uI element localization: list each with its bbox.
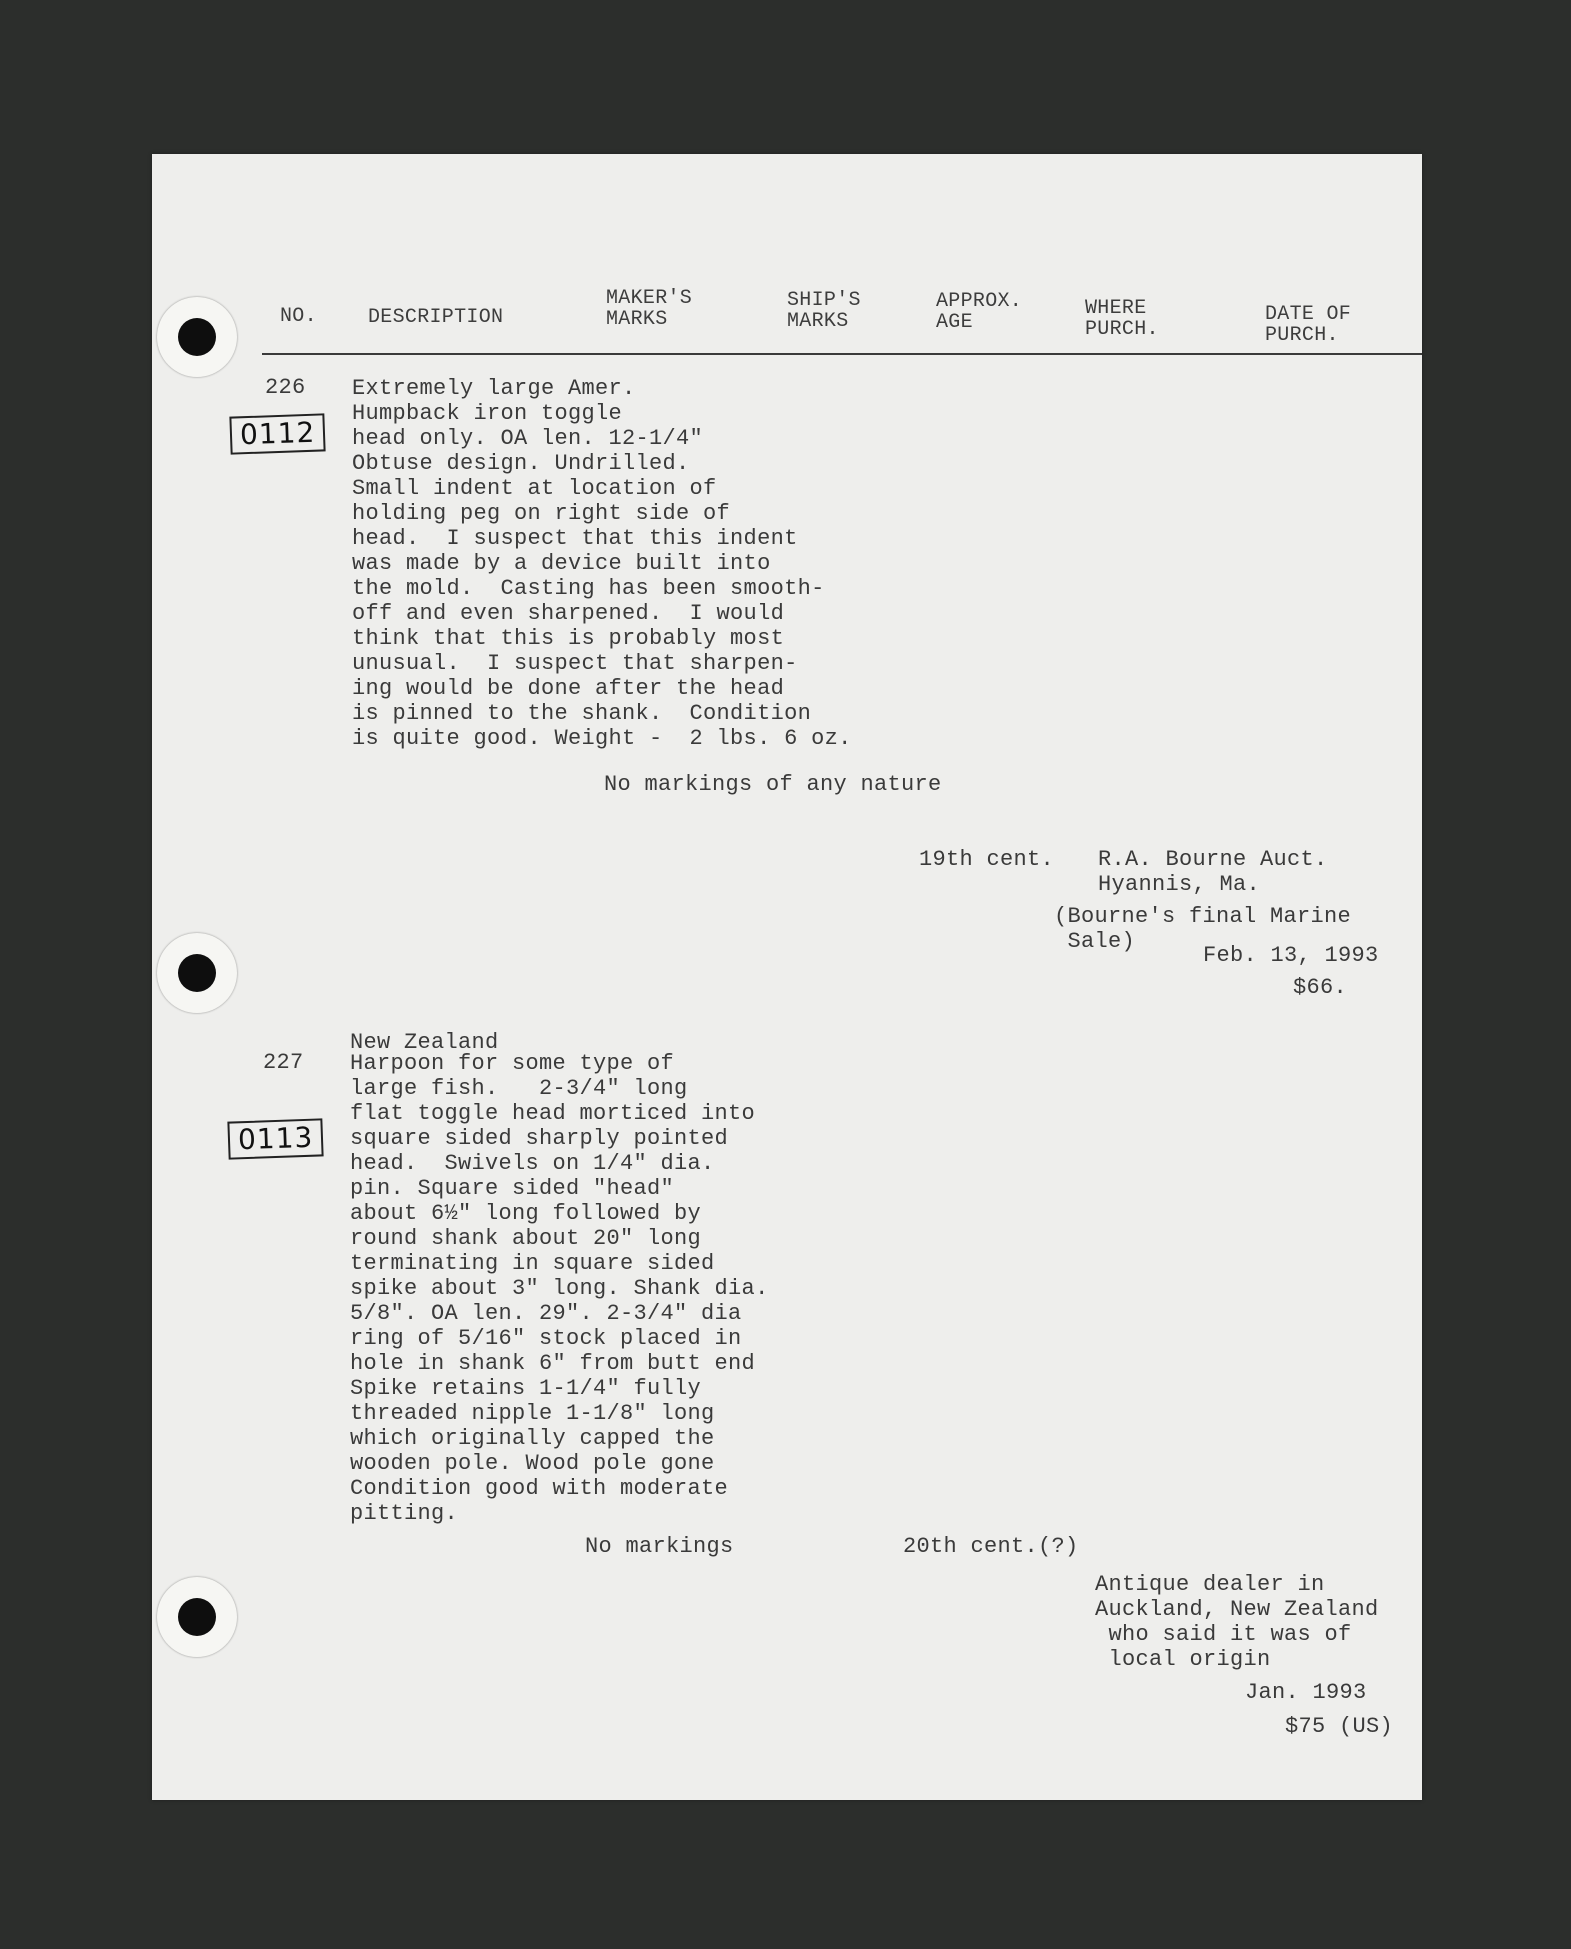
header-description: DESCRIPTION [368,306,504,329]
entry-226-catalog-stamp: 0112 [229,413,326,454]
header-ships-marks: SHIP'S MARKS [787,289,861,333]
header-no: NO. [280,305,317,328]
entry-227-date: Jan. 1993 [1245,1680,1367,1705]
header-rule [262,353,1422,355]
entry-226-where-purch: R.A. Bourne Auct. Hyannis, Ma. [1098,847,1328,897]
entry-227-origin: New Zealand [350,1030,499,1055]
binder-hole-middle [157,933,237,1013]
header-where-purch: WHERE PURCH. [1085,297,1159,341]
binder-hole-top [157,297,237,377]
entry-226-price: $66. [1293,975,1348,1000]
header-date-of-purch: DATE OF PURCH. [1265,303,1352,347]
entry-227-markings: No markings [585,1534,734,1559]
entry-227-where-purch: Antique dealer in Auckland, New Zealand who said it was of local origin [1095,1572,1379,1672]
entry-227-age: 20th cent.(?) [903,1534,1079,1559]
entry-227-catalog-stamp: 0113 [227,1118,324,1159]
binder-hole-bottom [157,1577,237,1657]
entry-227-description: Harpoon for some type of large fish. 2-3/4" long flat toggle head morticed into square sided sharply pointed head. Swivels on 1/4" dia. pin. Square sided "head" about 6½" long followed by round shank about 20" long terminating in square sided spike about 3" long. Shank dia. 5/8". OA len. 29". 2-3/4" dia ring of 5/16" stock placed in hole in shank 6" from butt end Spike retains 1-1/4" fully threaded nipple 1-1/8" long which originally capped the wooden pole. Wood pole gone Condition good with moderate pitting. [350,1051,769,1526]
entry-226-date: Feb. 13, 1993 [1203,943,1379,968]
entry-226-number: 226 [265,375,306,400]
entry-227-price: $75 (US) [1285,1714,1394,1739]
entry-227-number: 227 [263,1050,304,1075]
header-makers-marks: MAKER'S MARKS [606,287,693,331]
entry-226-note: (Bourne's final Marine Sale) [1054,904,1352,954]
entry-226-age: 19th cent. [919,847,1055,872]
header-approx-age: APPROX. AGE [936,290,1023,334]
entry-226-markings: No markings of any nature [604,772,942,797]
entry-226-description: Extremely large Amer. Humpback iron toggle head only. OA len. 12-1/4" Obtuse design. Undrilled. Small indent at location of holding peg on right side of head. I suspect that this indent was made by a device built into the mold. Casting has been smooth- off and even sharpened. I would think that this is probably most unusual. I suspect that sharpen- ing would be done after the head is pinned to the shank. Condition is quite good. Weight - 2 lbs. 6 oz. [352,376,852,751]
